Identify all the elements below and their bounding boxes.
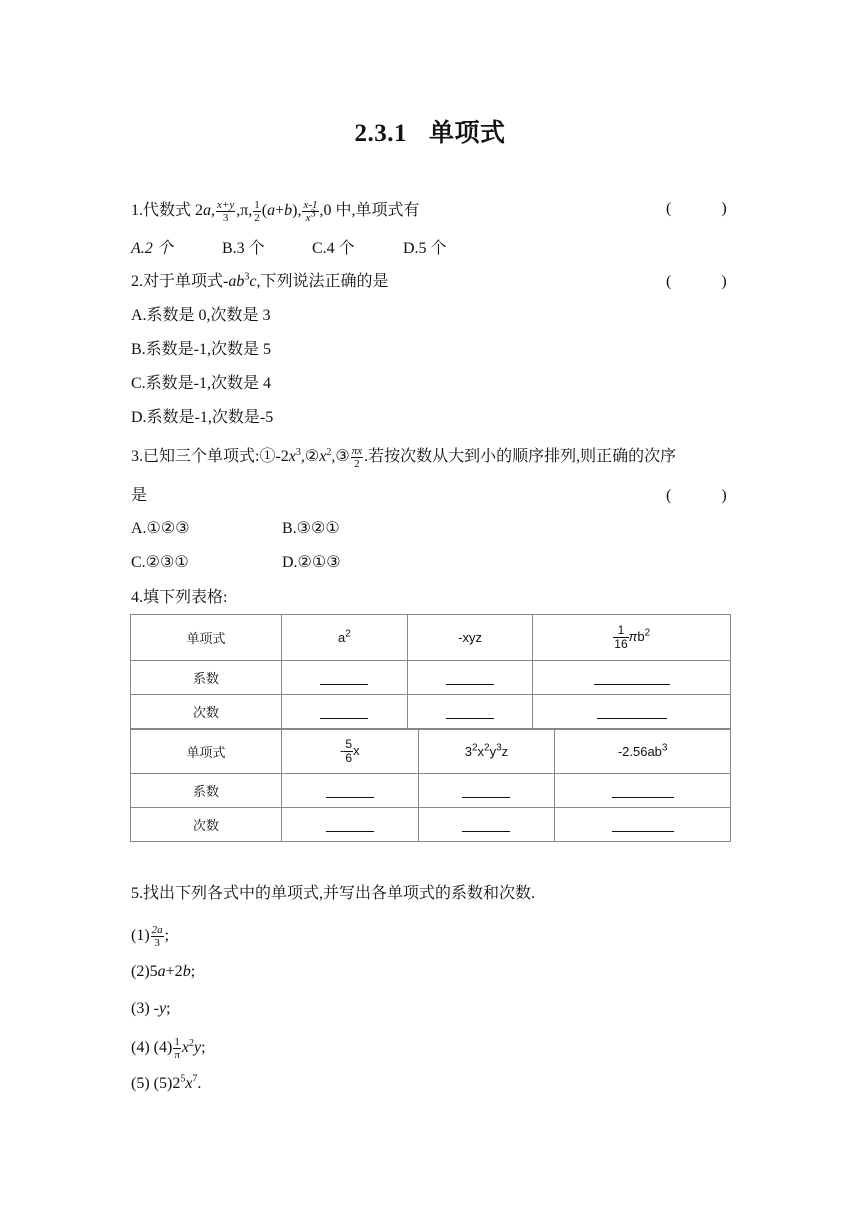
question-3-options-row-1 (131, 519, 340, 539)
option-c: C.4 个 (312, 240, 355, 257)
answer-blank[interactable] (282, 808, 419, 842)
table-row (131, 730, 731, 774)
row-label: 次数 (131, 695, 282, 729)
monomial-table-1 (130, 614, 731, 729)
monomial-cell: -xyz (407, 615, 533, 661)
table-row (131, 615, 731, 661)
fraction: $\frac{x+y}{3}$ (217, 199, 235, 224)
row-label: 单项式 (131, 615, 282, 661)
q5-item-1: (1) $\frac{2a}{3}$ ; (131, 924, 170, 949)
answer-blank[interactable] (555, 808, 731, 842)
answer-blank[interactable] (282, 695, 408, 729)
table-row (131, 695, 731, 729)
question-2: 2.对于单项式$-ab^3c$,下列说法正确的是 (131, 271, 389, 290)
q5-item-2: (2)5a+2b; (131, 963, 196, 980)
row-label: 单项式 (131, 730, 282, 774)
option-b: B.③②① (282, 520, 340, 537)
answer-blank[interactable] (533, 661, 731, 695)
option-a: A.系数是 0,次数是 3 (131, 307, 271, 324)
section-name: 单项式 (428, 120, 506, 147)
monomial-cell: $-2.56ab^3$ (555, 730, 731, 774)
option-b: B.3 个 (222, 240, 265, 257)
fraction: $\frac{x-1}{x^3}$ (303, 199, 318, 224)
answer-blank[interactable] (533, 695, 731, 729)
q5-item-5: (5) $(5)2^5x^7$. (131, 1073, 202, 1092)
answer-blank[interactable] (555, 774, 731, 808)
answer-blank[interactable] (418, 774, 555, 808)
question-3: 3.已知三个单项式$:①-2x^3,②x^2,③$ $\frac{\pi x}{2}$ .若按次数从大到小的顺序排列,则正确的次序 (131, 445, 677, 470)
option-c: C.系数是-1,次数是 4 (131, 375, 272, 392)
question-3-line-2: 是 (131, 487, 148, 504)
option-d: D.5 个 (403, 240, 447, 257)
monomial-cell: - $\frac{5}{6}$ x (282, 730, 419, 774)
option-b: B.系数是-1,次数是 5 (131, 341, 272, 358)
answer-blank[interactable] (407, 661, 533, 695)
question-3-options-row-2 (131, 553, 341, 573)
option-d: D.系数是-1,次数是-5 (131, 409, 274, 426)
table-row (131, 661, 731, 695)
table-row (131, 808, 731, 842)
option-a: A.①②③ (131, 520, 190, 537)
answer-blank[interactable] (407, 695, 533, 729)
option-c: C.②③① (131, 554, 189, 571)
page-title (0, 113, 860, 149)
answer-blank[interactable] (282, 661, 408, 695)
question-4: 4.填下列表格: (131, 589, 228, 606)
fraction: $\frac{1}{2}$ (254, 199, 260, 224)
question-1: 1.代数式 2a, $\frac{x+y}{3}$ ,π, $\frac{1}{2}$ (a+b), $\frac{x-1}{x^3}$ ,0 中,单项式有 (131, 199, 420, 224)
fraction: $\frac{\pi x}{2}$ (351, 445, 363, 470)
monomial-cell: $\frac{1}{16}$ $\pi b^2$ (533, 615, 731, 661)
q5-item-4: (4) (4) $\frac{1}{\pi}$ $x^2y$; (131, 1036, 206, 1061)
option-a: A.2 个 (131, 240, 173, 257)
monomial-cell: $a^2$ (282, 615, 408, 661)
answer-parentheses-3: ( ) (666, 487, 727, 504)
answer-parentheses-2: ( ) (666, 273, 727, 290)
row-label: 次数 (131, 808, 282, 842)
q5-item-3: (3) -y; (131, 1000, 171, 1017)
question-1-options (131, 239, 447, 259)
row-label: 系数 (131, 661, 282, 695)
section-number: 2.3.1 (354, 120, 407, 147)
answer-parentheses-1: ( ) (666, 200, 727, 217)
row-label: 系数 (131, 774, 282, 808)
monomial-cell: $3^2x^2y^3z$ (418, 730, 555, 774)
option-d: D.②①③ (282, 554, 341, 571)
question-5: 5.找出下列各式中的单项式,并写出各单项式的系数和次数. (131, 885, 536, 902)
table-row (131, 774, 731, 808)
monomial-table-2 (130, 729, 731, 842)
answer-blank[interactable] (282, 774, 419, 808)
answer-blank[interactable] (418, 808, 555, 842)
